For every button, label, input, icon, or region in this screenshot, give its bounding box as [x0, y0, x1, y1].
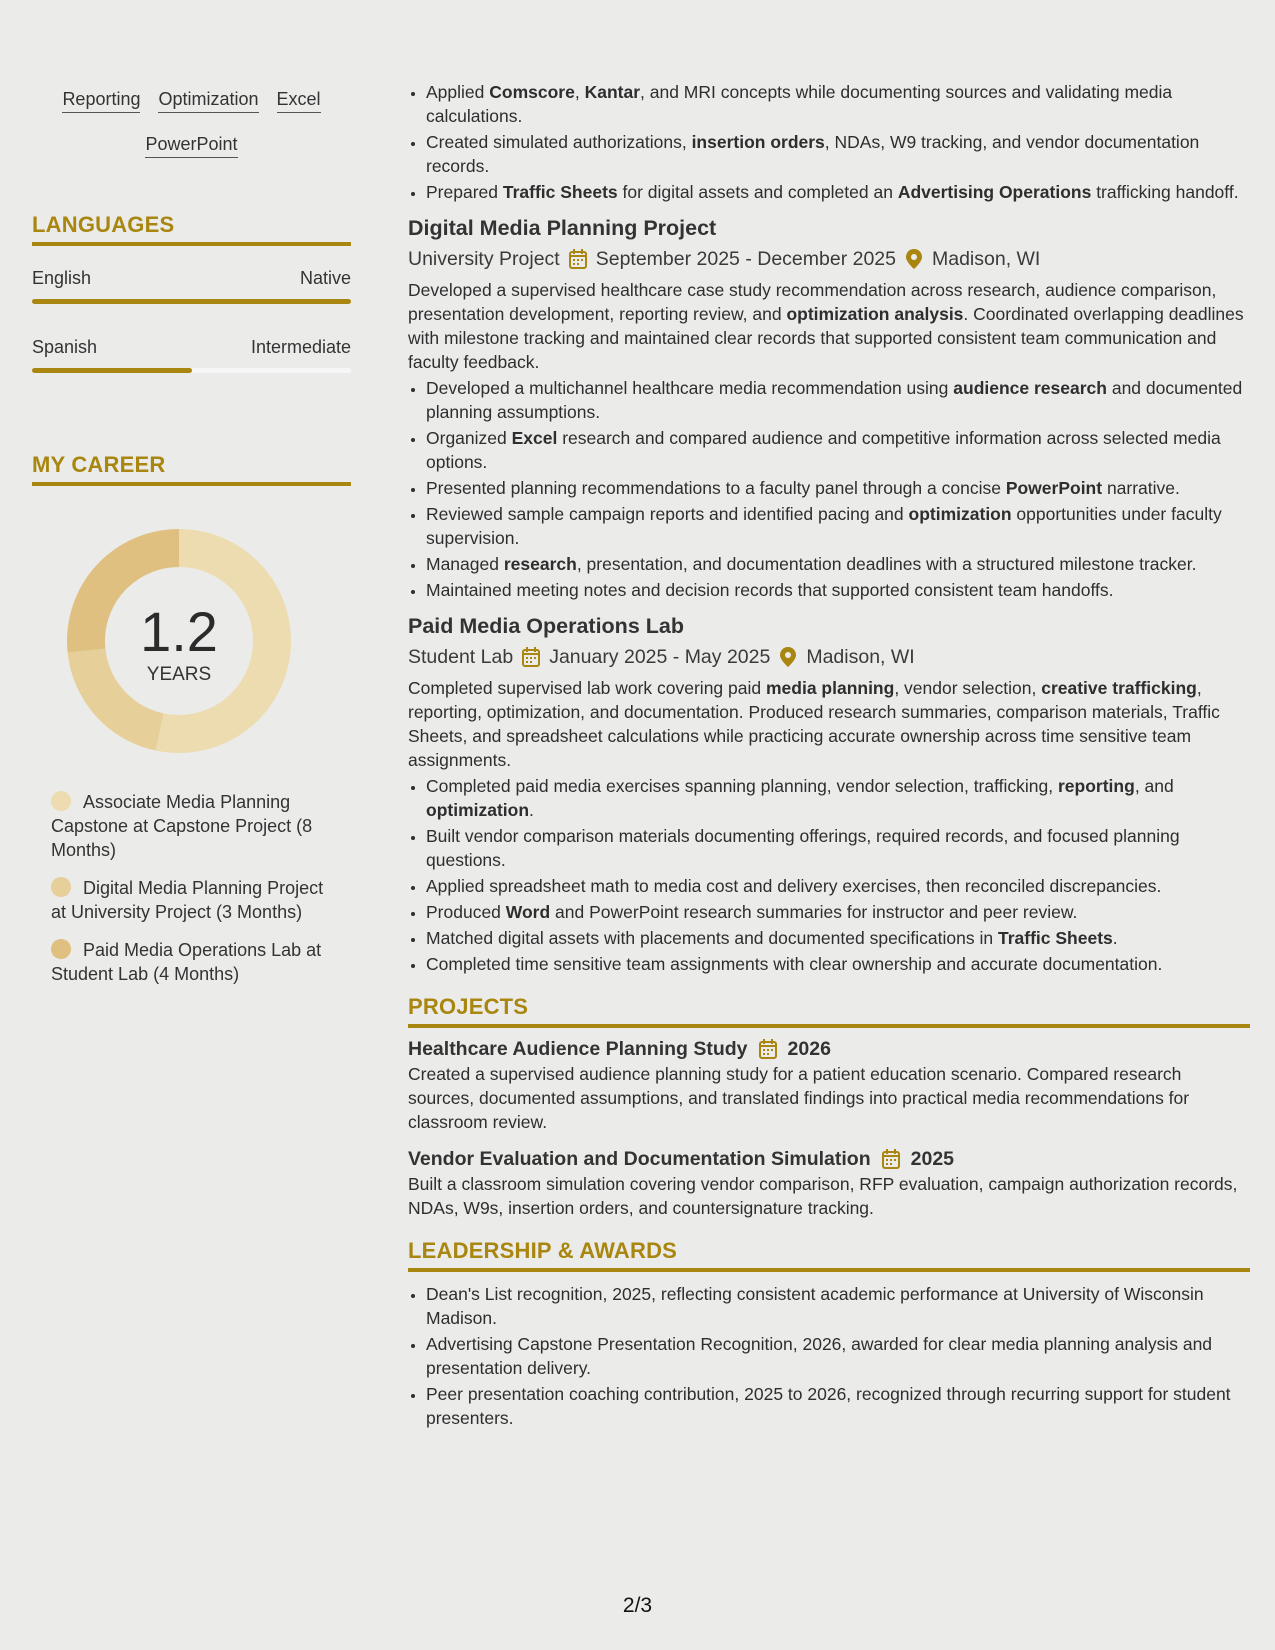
- location-pin-icon: [778, 646, 798, 668]
- project-description: Built a classroom simulation covering vendor comparison, RFP evaluation, campaign authorization records, NDAs, W9s, insertion orders, and countersignature tracking.: [408, 1174, 1238, 1218]
- career-legend: [51, 790, 341, 1000]
- project-entry: [408, 1036, 1250, 1134]
- project-entry: [408, 1146, 1250, 1220]
- job-summary: Developed a supervised healthcare case study recommendation across research, audience comparison, presentation development, reporting review, and optimization analysis. Coordinated overlapping deadlines with milestone tracking and maintained clear records that supported consistent team communication and faculty feedback.: [408, 280, 1244, 372]
- language-name: English: [32, 268, 92, 288]
- projects-section: [408, 994, 1250, 1220]
- languages-heading: LANGUAGES: [32, 212, 351, 246]
- bullet: • Managed research, presentation, and documentation deadlines with a structured milestone tracker.: [426, 552, 1250, 576]
- job-bullets: [408, 774, 1250, 976]
- career-total: 1.2: [140, 600, 218, 663]
- job-location: Madison, WI: [931, 248, 1041, 270]
- bullet: • Applied Comscore, Kantar, and MRI concepts while documenting sources and validating media calculations.: [426, 80, 1250, 128]
- career-donut: [66, 528, 292, 754]
- legend-label: Digital Media Planning Project at University Project (3 Months): [51, 878, 324, 922]
- award-item: • Peer presentation coaching contribution, 2025 to 2026, recognized through recurring support for student presenters.: [426, 1382, 1250, 1430]
- job-org: University Project: [408, 248, 560, 270]
- project-year: 2025: [910, 1148, 955, 1170]
- projects-heading: PROJECTS: [408, 994, 1250, 1028]
- job-location: Madison, WI: [806, 646, 915, 668]
- skill-tags: [32, 88, 351, 178]
- legend-label: Associate Media Planning Capstone at Capstone Project (8 Months): [51, 792, 313, 860]
- job-bullets: [408, 376, 1250, 602]
- bullet: • Completed time sensitive team assignments with clear ownership and accurate documentation.: [426, 952, 1250, 976]
- legend-dot: [51, 877, 71, 897]
- proficiency-fill: [32, 299, 351, 304]
- career-heading: MY CAREER: [32, 452, 351, 486]
- bullet: • Built vendor comparison materials documenting offerings, required records, and focused planning questions.: [426, 824, 1250, 872]
- language-name: Spanish: [32, 337, 98, 357]
- calendar-icon: [758, 1038, 778, 1060]
- job-dates: September 2025 - December 2025: [595, 248, 896, 270]
- job-meta: [408, 244, 1250, 274]
- calendar-icon: [521, 646, 541, 668]
- legend-item: [51, 790, 341, 862]
- career-unit: YEARS: [146, 664, 212, 685]
- page-number: 2/3: [622, 1594, 653, 1617]
- job-dates: January 2025 - May 2025: [549, 646, 771, 668]
- job-summary: Completed supervised lab work covering paid media planning, vendor selection, creative trafficking, reporting, optimization, and documentation. Produced research summaries, comparison materials, Traffic Sheets, and spreadsheet calculations while practicing accurate ownership across time sensitive team assignments.: [408, 678, 1220, 770]
- proficiency-bar: [32, 368, 351, 373]
- proficiency-fill: [32, 368, 192, 373]
- awards-list: [408, 1282, 1250, 1430]
- legend-item: [51, 938, 341, 986]
- bullet: • Presented planning recommendations to a faculty panel through a concise PowerPoint narrative.: [426, 476, 1250, 500]
- bullet: • Prepared Traffic Sheets for digital assets and completed an Advertising Operations trafficking handoff.: [426, 180, 1250, 204]
- experience-bullets: [408, 80, 1250, 204]
- job-org: Student Lab: [408, 646, 514, 668]
- job-meta: [408, 642, 1250, 672]
- proficiency-bar: [32, 299, 351, 304]
- language-english: [32, 268, 351, 304]
- bullet: • Applied spreadsheet math to media cost and delivery exercises, then reconciled discrepancies.: [426, 874, 1250, 898]
- skill-tag: Optimization: [158, 88, 258, 113]
- bullet: • Created simulated authorizations, insertion orders, NDAs, W9 tracking, and vendor documentation records.: [426, 130, 1250, 178]
- award-item: • Dean's List recognition, 2025, reflecting consistent academic performance at University of Wisconsin Madison.: [426, 1282, 1250, 1330]
- project-title: Vendor Evaluation and Documentation Simulation: [408, 1148, 871, 1170]
- project-title: Healthcare Audience Planning Study: [408, 1038, 748, 1060]
- job-title: Paid Media Operations Lab: [408, 614, 684, 638]
- skill-tag: Excel: [277, 88, 321, 113]
- bullet: • Reviewed sample campaign reports and identified pacing and optimization opportunities under faculty supervision.: [426, 502, 1250, 550]
- bullet: • Organized Excel research and compared audience and competitive information across selected media options.: [426, 426, 1250, 474]
- bullet: • Maintained meeting notes and decision records that supported consistent team handoffs.: [426, 578, 1250, 602]
- language-level: Intermediate: [250, 337, 351, 357]
- awards-section: [408, 1238, 1250, 1430]
- job-entry: [408, 214, 1250, 602]
- location-pin-icon: [904, 248, 924, 270]
- bullet: • Completed paid media exercises spanning planning, vendor selection, trafficking, reporting, and optimization.: [426, 774, 1250, 822]
- skill-tag: PowerPoint: [145, 133, 237, 158]
- experience-section: [408, 80, 1250, 1432]
- legend-item: [51, 876, 341, 924]
- skill-tag: Reporting: [62, 88, 140, 113]
- legend-dot: [51, 791, 71, 811]
- bullet: • Developed a multichannel healthcare media recommendation using audience research and documented planning assumptions.: [426, 376, 1250, 424]
- award-item: • Advertising Capstone Presentation Recognition, 2026, awarded for clear media planning analysis and presentation delivery.: [426, 1332, 1250, 1380]
- calendar-icon: [881, 1148, 901, 1170]
- calendar-icon: [568, 248, 588, 270]
- legend-dot: [51, 939, 71, 959]
- job-title: Digital Media Planning Project: [408, 216, 717, 240]
- project-title-row: [408, 1036, 1250, 1062]
- bullet: • Produced Word and PowerPoint research summaries for instructor and peer review.: [426, 900, 1250, 924]
- language-spanish: [32, 337, 351, 373]
- project-title-row: [408, 1146, 1250, 1172]
- language-level: Native: [299, 268, 351, 288]
- project-description: Created a supervised audience planning study for a patient education scenario. Compared research sources, documented assumptions, and translated findings into practical media recommendations for classroom review.: [408, 1064, 1190, 1132]
- project-year: 2026: [787, 1038, 831, 1060]
- bullet: • Matched digital assets with placements and documented specifications in Traffic Sheets.: [426, 926, 1250, 950]
- awards-heading: LEADERSHIP & AWARDS: [408, 1238, 1250, 1272]
- legend-label: Paid Media Operations Lab at Student Lab (4 Months): [51, 940, 322, 984]
- job-entry: [408, 612, 1250, 976]
